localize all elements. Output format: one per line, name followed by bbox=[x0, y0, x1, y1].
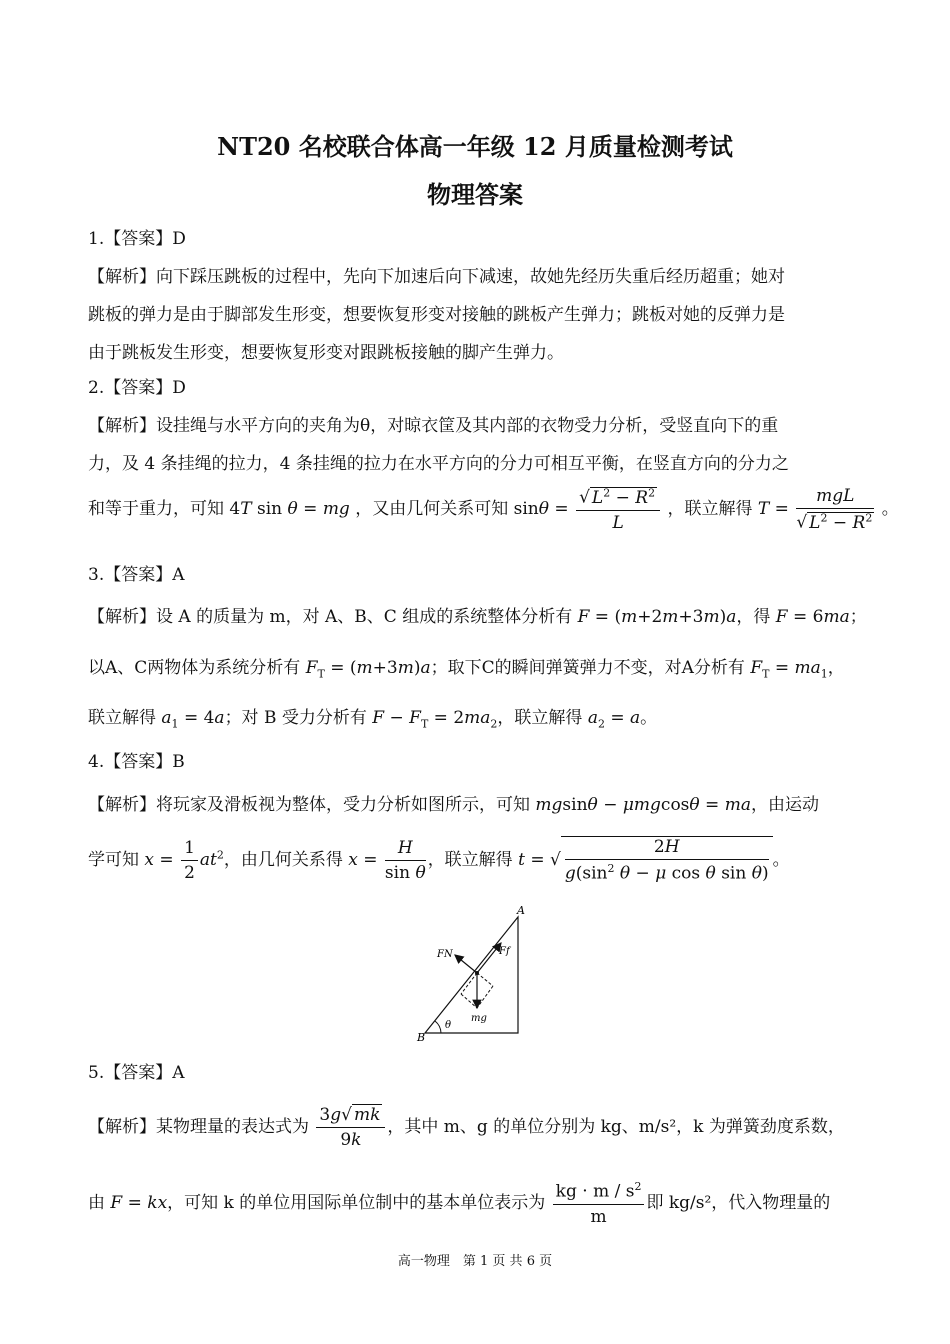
label-theta: θ bbox=[445, 1020, 452, 1031]
formula: x = $\frac{H}{\text{sin θ}}$ bbox=[348, 837, 426, 883]
q1-analysis-line: 【解析】向下踩压跳板的过程中，先向下加速后向下减速，故她先经历失重后经历超重；她对 bbox=[88, 267, 785, 287]
formula: $a_2 = a$ bbox=[587, 708, 641, 731]
formula: $F_T = (m+3m)a$ bbox=[305, 658, 431, 681]
q3-answer: 3.【答案】A bbox=[88, 565, 185, 585]
q5-analysis-line-2: 由 F = kx，可知 k 的单位用国际单位制中的基本单位表示为 $\frac{kg \cdot m / s^2}{m}$ 即 kg/s²，代入物理量的 bbox=[88, 1180, 831, 1227]
formula: sinθ = $\frac{√ L^2 - R^2}{L}$ bbox=[514, 499, 668, 519]
q4-answer: 4.【答案】B bbox=[88, 752, 185, 772]
q2-analysis-line: 【解析】设挂绳与水平方向的夹角为θ，对晾衣筐及其内部的衣物受力分析，受竖直向下的重 bbox=[88, 416, 779, 436]
component-dash bbox=[461, 973, 477, 994]
q3-analysis-line-3: 联立解得 $a_1 = 4a$；对 B 受力分析有 $F - F_T = 2ma_2$，联立解得 $a_2 = a$。 bbox=[88, 708, 658, 731]
component-dash bbox=[477, 973, 493, 986]
formula: t = √ $\frac{2H}{g(\sin^2 \theta - \mu \cos \theta \sin \theta)}$ bbox=[518, 850, 773, 870]
formula: F = kx bbox=[110, 1192, 168, 1213]
formula: $\frac{3g√ mk}{9k}$ bbox=[314, 1117, 387, 1137]
label-mg: mg bbox=[471, 1013, 487, 1024]
q1-answer: 1.【答案】D bbox=[88, 229, 186, 249]
q2-answer: 2.【答案】D bbox=[88, 378, 186, 398]
q4-analysis-line-2: 学可知 x = $\frac{1}{2}$ $at^2$，由几何关系得 x = $\frac{H}{\text{sin θ}}$ ，联立解得 t = √ $\frac{2H}{g(\sin^2 \theta - \mu \cos \theta \sin \theta)}$ 。 bbox=[88, 837, 790, 884]
q4-analysis-line-1: 【解析】将玩家及滑板视为整体，受力分析如图所示，可知 mgsinθ − μmgcosθ = ma，由运动 bbox=[88, 795, 819, 815]
q1-analysis-line: 由于跳板发生形变，想要恢复形变对跟跳板接触的脚产生弹力。 bbox=[88, 343, 564, 363]
page-title: NT20 名校联合体高一年级 12 月质量检测考试 bbox=[217, 132, 733, 161]
page-footer: 高一物理 第 1 页 共 6 页 bbox=[397, 1254, 553, 1269]
label-B: B bbox=[417, 1031, 426, 1044]
ff-vector bbox=[477, 943, 501, 973]
formula: $a_1 = 4a$ bbox=[161, 708, 225, 731]
formula: x = $\frac{1}{2}$ $at^2$ bbox=[144, 837, 224, 883]
formula: 4T sin θ = mg bbox=[229, 498, 350, 519]
formula: $\frac{kg \cdot m / s^2}{m}$ bbox=[551, 1193, 647, 1213]
q3-analysis-line-1: 【解析】设 A 的质量为 m，对 A、B、C 组成的系统整体分析有 F = (m+2m+3m)a，得 F = 6ma； bbox=[88, 607, 867, 627]
formula: $F_T = ma_1$ bbox=[750, 658, 828, 681]
label-A: A bbox=[517, 904, 525, 917]
formula: F = (m+2m+3m)a bbox=[577, 607, 737, 627]
component-dash bbox=[477, 986, 493, 1008]
formula: mgsinθ − μmgcosθ = ma bbox=[535, 795, 751, 815]
formula: $F - F_T = 2ma_2$ bbox=[372, 708, 498, 731]
formula: F = 6ma bbox=[775, 607, 850, 627]
force-diagram bbox=[415, 900, 545, 1045]
fn-vector bbox=[455, 955, 477, 973]
label-FN: FN bbox=[437, 949, 453, 960]
page-subtitle: 物理答案 bbox=[427, 180, 523, 209]
formula: T = $\frac{\text{mgL}}{√ L^2 - R^2}$ bbox=[757, 486, 873, 533]
q3-analysis-line-2: 以A、C两物体为系统分析有 $F_T = (m+3m)a$；取下C的瞬间弹簧弹力不变，对A分析有 $F_T = ma_1$， bbox=[88, 658, 845, 681]
q2-analysis-line: 力，及 4 条挂绳的拉力，4 条挂绳的拉力在水平方向的分力可相互平衡，在竖直方向的分力之 bbox=[88, 454, 789, 474]
q5-analysis-line-1: 【解析】某物理量的表达式为 $\frac{3g√ mk}{9k}$ ，其中 m、g 的单位分别为 kg、m/s²，k 为弹簧劲度系数， bbox=[88, 1105, 845, 1150]
q5-answer: 5.【答案】A bbox=[88, 1063, 185, 1083]
q1-analysis-line: 跳板的弹力是由于脚部发生形变，想要恢复形变对接触的跳板产生弹力；跳板对她的反弹力是 bbox=[88, 305, 785, 325]
angle-arc-icon bbox=[435, 1021, 441, 1033]
q2-analysis-line-3: 和等于重力，可知 4T sin θ = mg ，又由几何关系可知 sinθ = $\frac{√ L^2 - R^2}{L}$ ，联立解得 T = $\frac{\text{mgL}}{√ L^2 - R^2}$ 。 bbox=[88, 486, 899, 533]
label-Ff: Ff bbox=[499, 946, 510, 957]
component-dash bbox=[461, 994, 477, 1008]
